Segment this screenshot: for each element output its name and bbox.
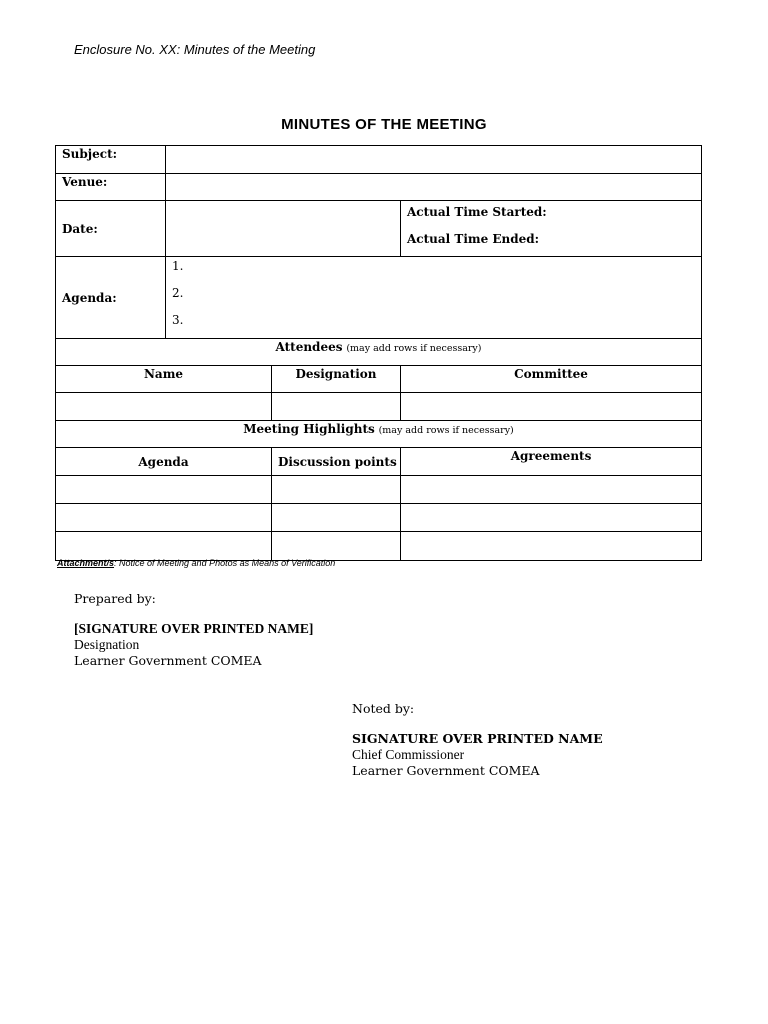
highlights-note: (may add rows if necessary) — [378, 425, 514, 436]
highlight-agreement-cell[interactable] — [401, 532, 702, 561]
prepared-by-org: Learner Government COMEA — [74, 653, 262, 668]
agenda-item: 2. — [172, 286, 184, 300]
highlights-heading: Meeting Highlights — [243, 422, 375, 436]
column-header-designation: Designation — [272, 366, 401, 393]
time-cell[interactable] — [401, 201, 702, 257]
enclosure-heading: Enclosure No. XX: Minutes of the Meeting — [74, 42, 316, 57]
highlight-row — [56, 532, 702, 561]
highlight-agenda-cell[interactable] — [56, 476, 272, 504]
column-header-committee: Committee — [401, 366, 702, 393]
attachment-label: Attachment/s — [57, 558, 115, 568]
date-field[interactable] — [166, 201, 401, 257]
highlight-discussion-cell[interactable] — [272, 476, 401, 504]
noted-by-designation: Chief Commissioner — [352, 747, 465, 762]
highlight-discussion-cell[interactable] — [272, 504, 401, 532]
attendee-committee-cell[interactable] — [401, 393, 702, 421]
attachment-text: : Notice of Meeting and Photos as Means of Verification — [114, 558, 336, 568]
time-ended-label: Actual Time Ended: — [407, 232, 540, 246]
highlight-discussion-cell[interactable] — [272, 532, 401, 561]
minutes-form-table — [55, 145, 702, 561]
column-header-name: Name — [56, 366, 272, 393]
venue-field[interactable] — [166, 174, 702, 201]
attendees-heading: Attendees — [275, 340, 343, 354]
prepared-by-intro: Prepared by: — [74, 591, 156, 606]
column-header-agenda: Agenda — [56, 448, 272, 476]
prepared-by-designation: Designation — [74, 637, 140, 652]
column-header-agreements: Agreements — [401, 448, 702, 476]
attendees-note: (may add rows if necessary) — [346, 343, 482, 354]
highlight-row — [56, 476, 702, 504]
document-title: MINUTES OF THE MEETING — [281, 116, 487, 133]
subject-label: Subject: — [56, 146, 166, 174]
attendee-designation-cell[interactable] — [272, 393, 401, 421]
noted-by-block — [352, 701, 603, 779]
attendees-heading-row — [56, 339, 702, 366]
highlight-agenda-cell[interactable] — [56, 532, 272, 561]
noted-by-org: Learner Government COMEA — [352, 763, 540, 778]
highlight-row — [56, 504, 702, 532]
column-header-discussion-points: Discussion points — [272, 448, 401, 476]
venue-label: Venue: — [56, 174, 166, 201]
noted-by-signature: SIGNATURE OVER PRINTED NAME — [352, 731, 603, 746]
agenda-item: 1. — [172, 259, 184, 273]
highlight-agreement-cell[interactable] — [401, 476, 702, 504]
prepared-by-block — [74, 591, 313, 669]
prepared-by-signature: [SIGNATURE OVER PRINTED NAME] — [74, 621, 314, 636]
date-label: Date: — [56, 201, 166, 257]
time-started-label: Actual Time Started: — [407, 205, 547, 219]
highlights-heading-row — [56, 421, 702, 448]
agenda-items[interactable] — [166, 257, 702, 339]
attachment-note — [57, 558, 335, 568]
agenda-label: Agenda: — [56, 257, 166, 339]
attendee-name-cell[interactable] — [56, 393, 272, 421]
subject-field[interactable] — [166, 146, 702, 174]
highlight-agreement-cell[interactable] — [401, 504, 702, 532]
attendee-row — [56, 393, 702, 421]
noted-by-intro: Noted by: — [352, 701, 415, 716]
agenda-item: 3. — [172, 313, 184, 327]
highlight-agenda-cell[interactable] — [56, 504, 272, 532]
